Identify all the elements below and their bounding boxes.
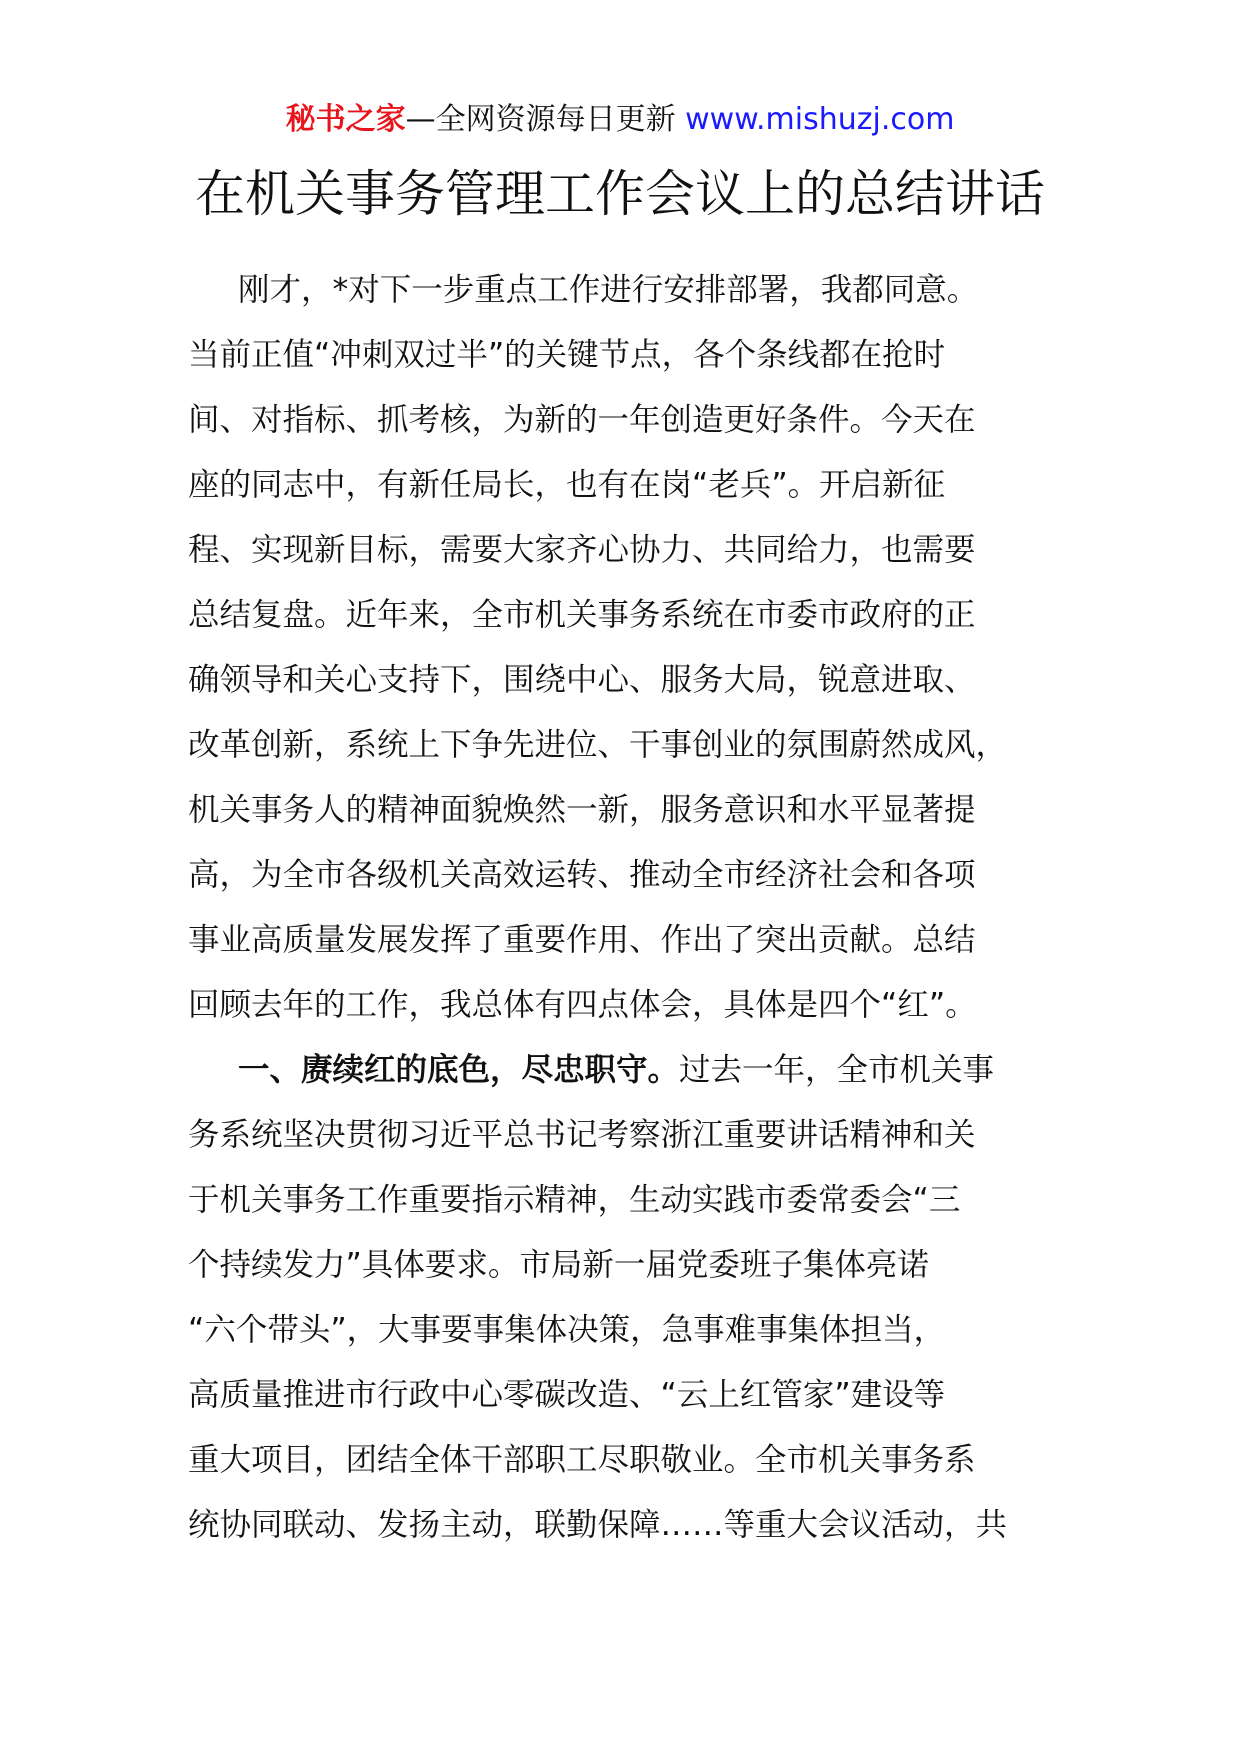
paragraph-line: 程、实现新目标，需要大家齐心协力、共同给力，也需要	[188, 532, 976, 568]
site-url-link[interactable]: www.mishuzj.com	[685, 102, 955, 137]
paragraph-line: 当前正值“冲刺双过半”的关键节点，各个条线都在抢时	[188, 337, 946, 373]
paragraph-line: 统协同联动、发扬主动，联勤保障……等重大会议活动，共	[188, 1507, 1008, 1543]
document-title: 在机关事务管理工作会议上的总结讲话	[195, 165, 1045, 223]
paragraph-line: 事业高质量发展发挥了重要作用、作出了突出贡献。总结	[188, 922, 976, 958]
section-heading: 一、赓续红的底色，尽忠职守。	[238, 1052, 680, 1088]
site-header-banner	[0, 100, 1240, 140]
paragraph-line-rest: 过去一年，全市机关事	[679, 1052, 995, 1088]
paragraph-line: 间、对指标、抓考核，为新的一年创造更好条件。今天在	[188, 402, 976, 438]
paragraph-line: 确领导和关心支持下，围绕中心、服务大局，锐意进取、	[188, 662, 976, 698]
header-tagline: —全网资源每日更新	[405, 102, 686, 137]
paragraph-line: 机关事务人的精神面貌焕然一新，服务意识和水平显著提	[188, 792, 976, 828]
document-body	[188, 258, 1048, 1558]
brand-name: 秘书之家	[285, 102, 406, 137]
paragraph-line: 总结复盘。近年来，全市机关事务系统在市委市政府的正	[188, 597, 976, 633]
paragraph-line: 于机关事务工作重要指示精神，生动实践市委常委会“三	[188, 1182, 961, 1218]
paragraph-line: 务系统坚决贯彻习近平总书记考察浙江重要讲话精神和关	[188, 1117, 976, 1153]
paragraph-line: “六个带头”，大事要事集体决策，急事难事集体担当，	[188, 1312, 946, 1348]
paragraph-line: 刚才，*对下一步重点工作进行安排部署，我都同意。	[238, 272, 979, 308]
paragraph-line: 改革创新，系统上下争先进位、干事创业的氛围蔚然成风，	[188, 727, 1008, 763]
paragraph-line: 座的同志中，有新任局长，也有在岗“老兵”。开启新征	[188, 467, 946, 503]
paragraph-line: 重大项目，团结全体干部职工尽职敬业。全市机关事务系	[188, 1442, 976, 1478]
paragraph-line: 个持续发力”具体要求。市局新一届党委班子集体亮诺	[188, 1247, 929, 1283]
paragraph-line: 高质量推进市行政中心零碳改造、“云上红管家”建设等	[188, 1377, 946, 1413]
paragraph-line: 高，为全市各级机关高效运转、推动全市经济社会和各项	[188, 857, 976, 893]
paragraph-line: 回顾去年的工作，我总体有四点体会，具体是四个“红”。	[188, 987, 977, 1023]
section-heading-line	[188, 1038, 1048, 1103]
